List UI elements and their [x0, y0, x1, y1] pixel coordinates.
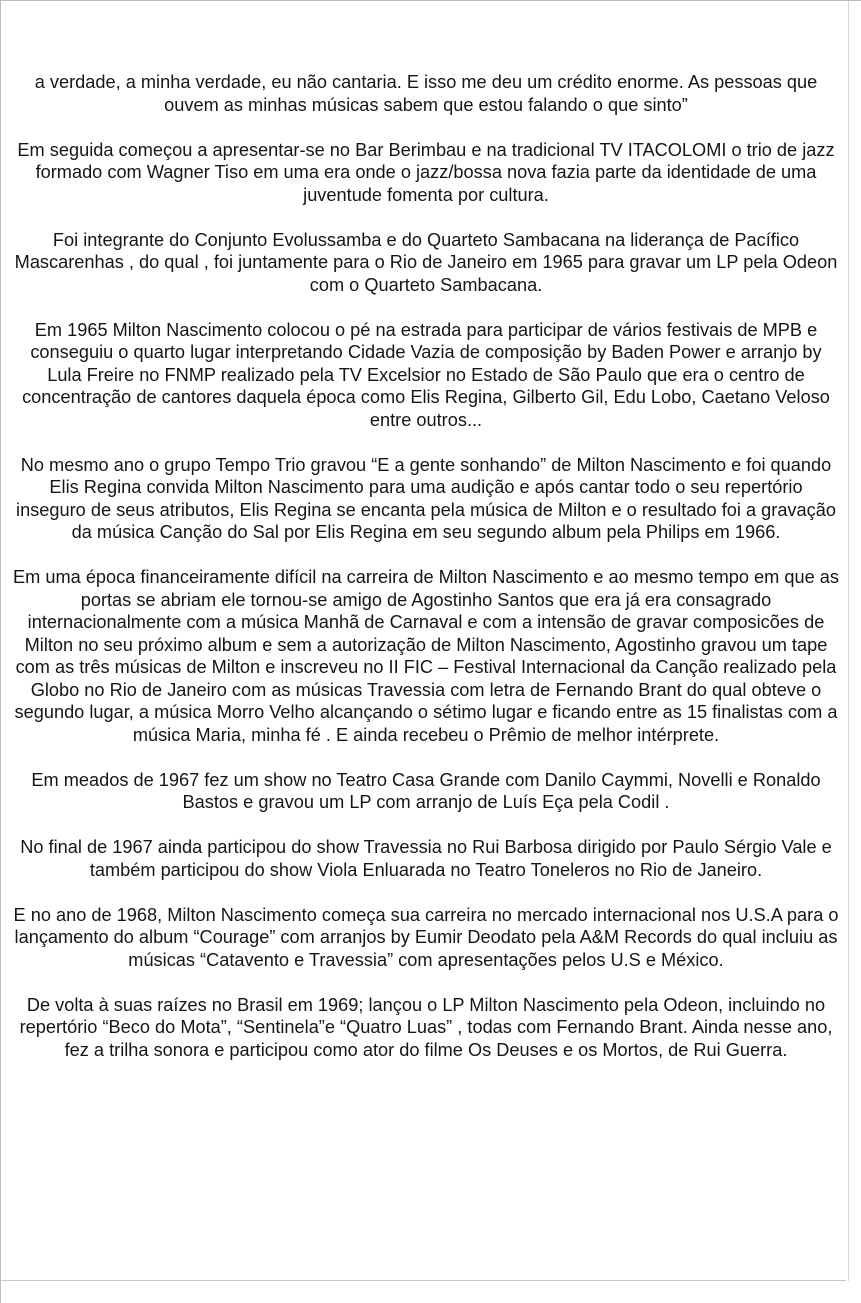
document-body	[13, 71, 839, 1084]
page-edge-right	[848, 1, 849, 1281]
paragraph: Em meados de 1967 fez um show no Teatro Casa Grande com Danilo Caymmi, Novelli e Ronaldo Bastos e gravou um LP com arranjo de Luís Eça pela Codil .	[31, 769, 821, 812]
paragraph: No final de 1967 ainda participou do show Travessia no Rui Barbosa dirigido por Paulo Sérgio Vale e também participou do show Viola Enluarada no Teatro Toneleros no Rio de Janeiro.	[20, 837, 832, 880]
paragraph: Em 1965 Milton Nascimento colocou o pé na estrada para participar de vários festivais de MPB e conseguiu o quarto lugar interpretando Cidade Vazia de composição by Baden Power e arranjo by Lula Freire no FNMP realizado pela TV Excelsior no Estado de São Paulo que era o centro de concentração de cantores daquela época como Elis Regina, Gilberto Gil, Edu Lobo, Caetano Veloso entre outros...	[22, 319, 830, 430]
paragraph: Foi integrante do Conjunto Evolussamba e do Quarteto Sambacana na liderança de Pacífico Mascarenhas , do qual , foi juntamente para o Rio de Janeiro em 1965 para gravar um LP pela Odeon com o Quarteto Sambacana.	[14, 229, 838, 295]
paragraph: De volta à suas raízes no Brasil em 1969; lançou o LP Milton Nascimento pela Odeon, incluindo no repertório “Beco do Mota”, “Sentinela”e “Quatro Luas” , todas com Fernando Brant. Ainda nesse ano, fez a trilha sonora e participou como ator do filme Os Deuses e os Mortos, de Rui Guerra.	[19, 994, 833, 1060]
paragraph: Em uma época financeiramente difícil na carreira de Milton Nascimento e ao mesmo tempo em que as portas se abriam ele tornou-se amigo de Agostinho Santos que era já era consagrado internacionalmente com a música Manhã de Carnaval e com a intensão de gravar composicões de Milton no seu próximo album e sem a autorização de Milton Nascimento, Agostinho gravou um tape com as três músicas de Milton e inscreveu no II FIC – Festival Internacional da Canção realizado pela Globo no Rio de Janeiro com as músicas Travessia com letra de Fernando Brant do qual obteve o segundo lugar, a música Morro Velho alcançando o sétimo lugar e ficando entre as 15 finalistas com a música Maria, minha fé . E ainda recebeu o Prêmio de melhor intérprete.	[13, 567, 839, 745]
paragraph: Em seguida começou a apresentar-se no Bar Berimbau e na tradicional TV ITACOLOMI o trio de jazz formado com Wagner Tiso em uma era onde o jazz/bossa nova fazia parte da identidade de uma juventude fomenta por cultura.	[17, 139, 835, 205]
paragraph: E no ano de 1968, Milton Nascimento começa sua carreira no mercado internacional nos U.S.A para o lançamento do album “Courage” com arranjos by Eumir Deodato pela A&M Records do qual incluiu as músicas “Catavento e Travessia” com apresentações pelos U.S e México.	[13, 904, 839, 970]
paragraph: No mesmo ano o grupo Tempo Trio gravou “E a gente sonhando” de Milton Nascimento e foi quando Elis Regina convida Milton Nascimento para uma audição e após cantar todo o seu repertório inseguro de seus atributos, Elis Regina se encanta pela música de Milton e o resultado foi a gravação da música Canção do Sal por Elis Regina em seu segundo album pela Philips em 1966.	[16, 454, 836, 542]
paragraph: a verdade, a minha verdade, eu não cantaria. E isso me deu um crédito enorme. As pessoas que ouvem as minhas músicas sabem que estou falando o que sinto”	[34, 72, 818, 115]
page-edge-bottom	[1, 1280, 846, 1281]
